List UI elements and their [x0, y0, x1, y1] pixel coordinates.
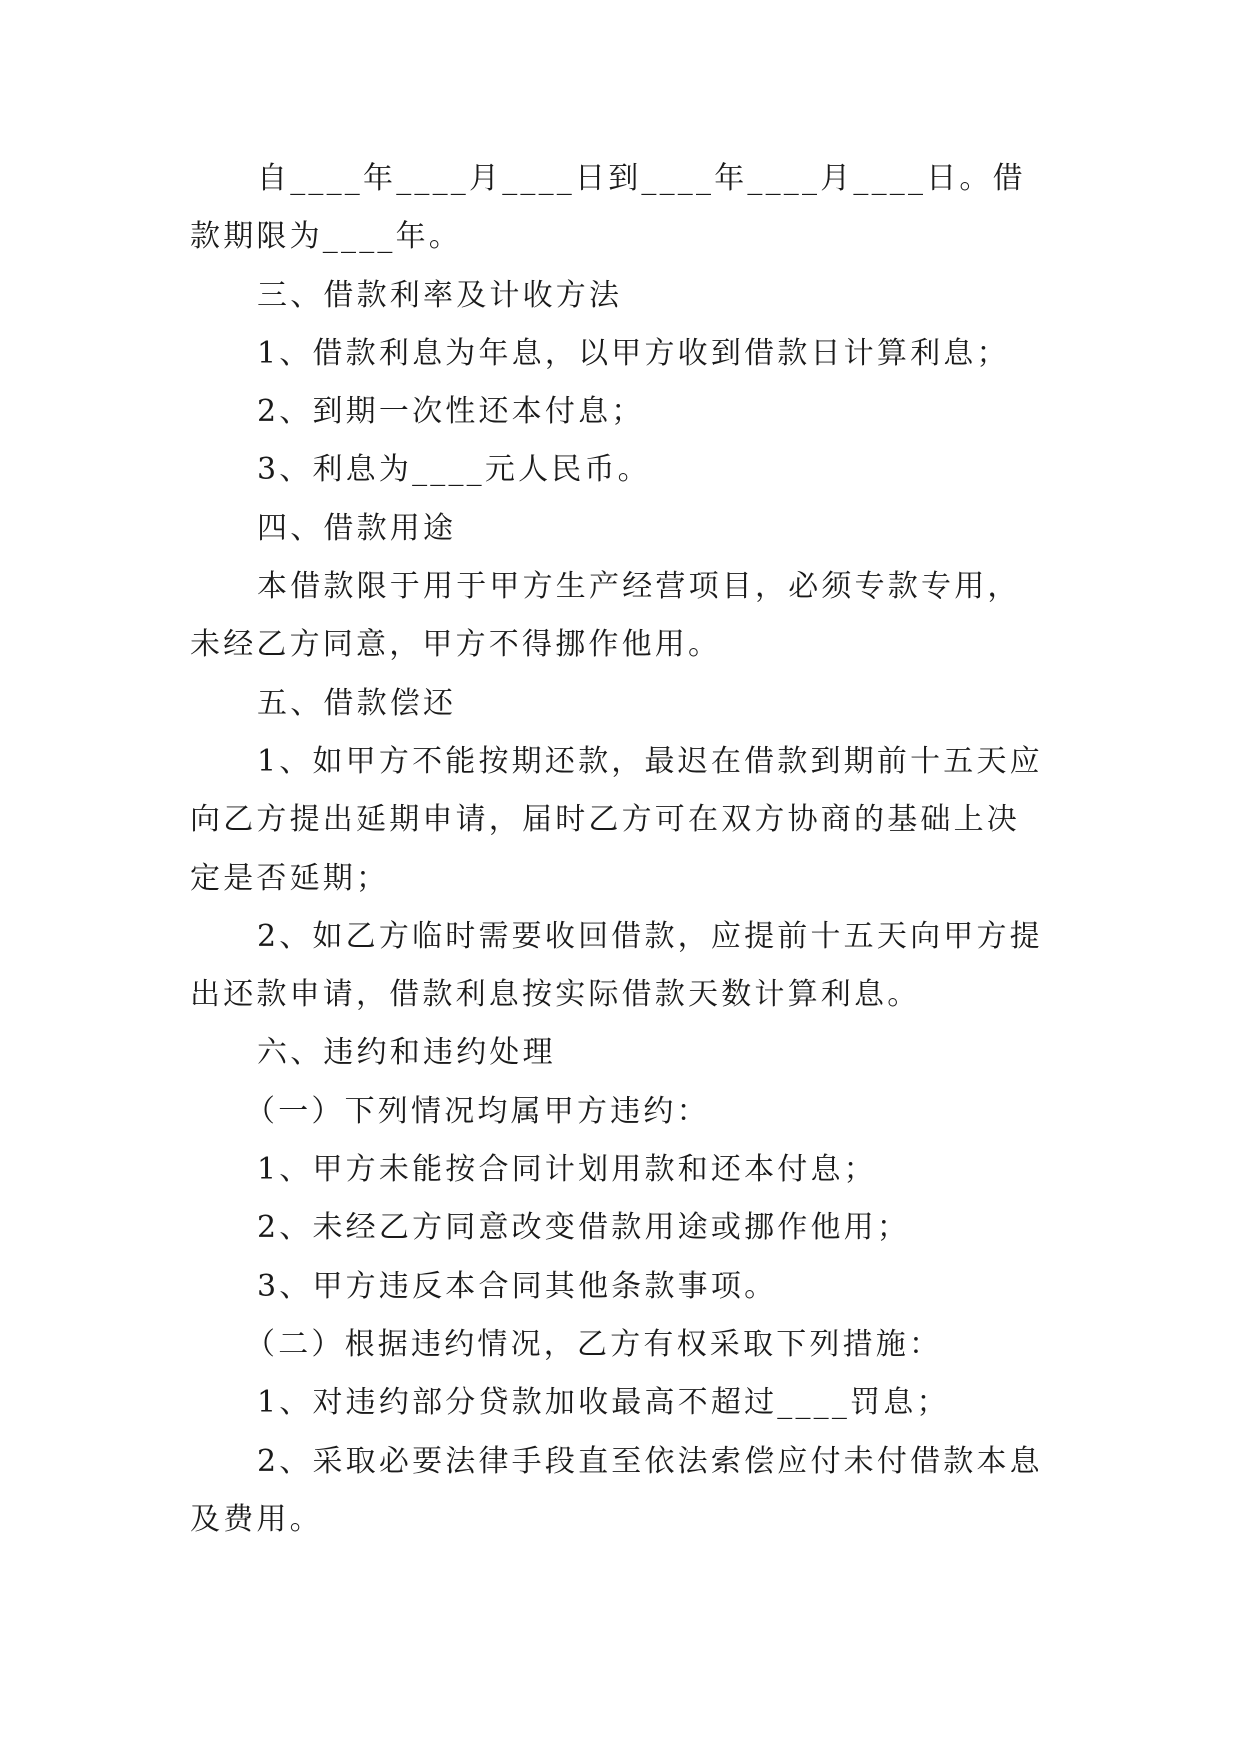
clause-breach-3: 3、甲方违反本合同其他条款事项。 — [257, 1268, 778, 1304]
clause-measure-2: 2、采取必要法律手段直至依法索偿应付未付借款本息及费用。 — [190, 1443, 1043, 1537]
clause-repayment-1: 1、如甲方不能按期还款，最迟在借款到期前十五天应向乙方提出延期申请，届时乙方可在双方协商的基础上决定是否延期； — [190, 743, 1043, 896]
clause-breach-2: 2、未经乙方同意改变借款用途或挪作他用； — [257, 1210, 911, 1246]
clause-measure-1: 1、对违约部分贷款加收最高不超过____罚息； — [257, 1385, 950, 1421]
subsection-breach-cases: （一）下列情况均属甲方违约： — [245, 1093, 710, 1129]
loan-period-paragraph: 自____年____月____日到____年____月____日。借款期限为____年。 — [190, 161, 1026, 255]
clause-repayment-2: 2、如乙方临时需要收回借款，应提前十五天向甲方提出还款申请，借款利息按实际借款天数计算利息。 — [190, 918, 1043, 1013]
clause-breach-1: 1、甲方未能按合同计划用款和还本付息； — [257, 1152, 877, 1188]
section-heading-repayment: 五、借款偿还 — [257, 685, 457, 721]
section-heading-interest: 三、借款利率及计收方法 — [257, 277, 623, 313]
clause-interest-3: 3、利息为____元人民币。 — [257, 452, 651, 488]
document-body — [190, 150, 1050, 1549]
clause-interest-2: 2、到期一次性还本付息； — [257, 394, 645, 430]
clause-interest-1: 1、借款利息为年息，以甲方收到借款日计算利息； — [257, 335, 1010, 371]
subsection-breach-measures: （二）根据违约情况，乙方有权采取下列措施： — [245, 1326, 943, 1362]
section-heading-breach: 六、违约和违约处理 — [257, 1035, 556, 1071]
section-heading-purpose: 四、借款用途 — [257, 510, 457, 546]
clause-purpose: 本借款限于用于甲方生产经营项目，必须专款专用，未经乙方同意，甲方不得挪作他用。 — [190, 569, 1021, 663]
